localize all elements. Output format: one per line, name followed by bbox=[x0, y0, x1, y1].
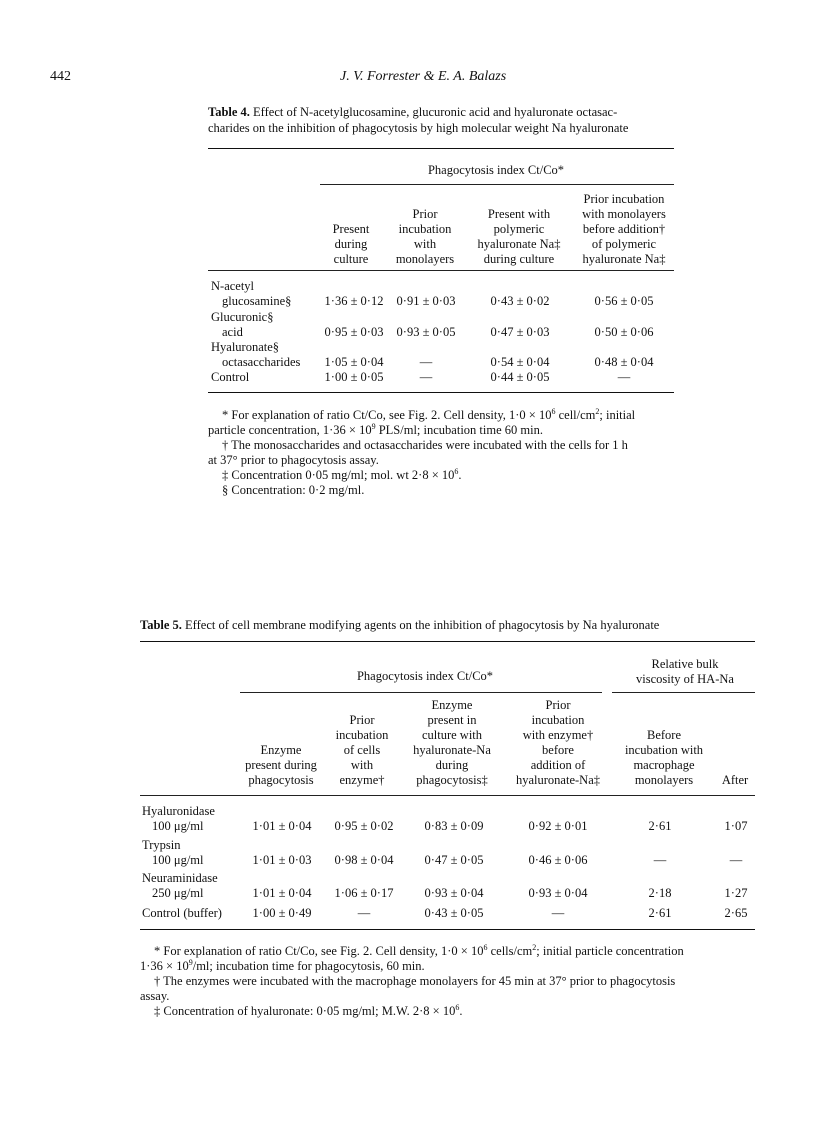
table5-row-label: Trypsin bbox=[142, 838, 181, 852]
table4-cell: 0·56 ± 0·05 bbox=[594, 294, 654, 308]
table5-top-rule bbox=[140, 641, 755, 642]
table5-cell: 0·83 ± 0·09 bbox=[424, 819, 484, 833]
table5-cell: 2·61 bbox=[648, 819, 672, 833]
table4-col-header-1: Present during culture bbox=[332, 222, 370, 266]
table4-header-rule bbox=[208, 270, 674, 271]
table5-cell: 1·07 bbox=[724, 819, 748, 833]
table4-cell: 1·05 ± 0·04 bbox=[324, 355, 384, 369]
table5-header-rule bbox=[140, 795, 755, 796]
table4-cell: — bbox=[617, 370, 631, 384]
table4-cell: 0·44 ± 0·05 bbox=[490, 370, 550, 384]
table4-row-label: Glucuronic§ bbox=[211, 310, 274, 324]
table5-row-label: 100 μg/ml bbox=[152, 853, 204, 867]
table4-row-label: Control bbox=[211, 370, 250, 384]
table4-footnote-4: § Concentration: 0·2 mg/ml. bbox=[222, 483, 365, 497]
table5-col-header-3: Enzyme present in culture with hyaluronate-Na during phagocytosis‡ bbox=[413, 698, 491, 787]
table5-group-rule-left bbox=[240, 692, 602, 693]
table5-footnote-1: * For explanation of ratio Ct/Co, see Fig. 2. Cell density, $1\cdot 0 \times 10^6$ cells/$cm^2$; initial particle concentration bbox=[154, 942, 684, 958]
table5-footnote-2-cont: assay. bbox=[140, 989, 170, 1003]
table5-label: Table 5. bbox=[140, 618, 182, 632]
table5-caption bbox=[140, 617, 760, 633]
table4-footnote-1-cont: particle concentration, $1\cdot 36 \times 10^9$ PLS/ml; incubation time 60 min. bbox=[208, 421, 543, 437]
table4-footnotes bbox=[208, 408, 678, 498]
table4-cell: — bbox=[419, 370, 433, 384]
table5-col-header-1: Enzyme present during phagocytosis bbox=[245, 743, 317, 787]
table5-cell: 0·93 ± 0·04 bbox=[528, 886, 588, 900]
table5-footnote-2: † The enzymes were incubated with the macrophage monolayers for 45 min at 37° prior to phagocytosis bbox=[154, 974, 676, 988]
table4-group-rule bbox=[320, 184, 674, 185]
table4-footnote-2: † The monosaccharides and octasaccharides were incubated with the cells for 1 h bbox=[222, 438, 628, 452]
table4-cell: — bbox=[419, 355, 433, 369]
table4-cell: 0·47 ± 0·03 bbox=[490, 325, 550, 339]
table5-cell: 1·01 ± 0·04 bbox=[252, 886, 312, 900]
table4-row-label: glucosamine§ bbox=[222, 294, 292, 308]
table5-cell: 0·46 ± 0·06 bbox=[528, 853, 588, 867]
table4-col-header-2: Prior incubation with monolayers bbox=[395, 207, 455, 266]
table5-row-label: 100 μg/ml bbox=[152, 819, 204, 833]
page-number: 442 bbox=[50, 69, 71, 84]
table4-footnote-2-cont: at 37° prior to phagocytosis assay. bbox=[208, 453, 379, 467]
table5-col-header-5: Before incubation with macrophage monolayers bbox=[624, 728, 704, 787]
table5-cell: 1·00 ± 0·49 bbox=[252, 906, 312, 920]
table5-row-label: 250 μg/ml bbox=[152, 886, 204, 900]
table5-cell: 1·27 bbox=[724, 886, 748, 900]
table5-cell: 1·01 ± 0·03 bbox=[252, 853, 312, 867]
table5-cell: 0·95 ± 0·02 bbox=[334, 819, 394, 833]
table4-col-header-3: Present with polymeric hyaluronate Na‡ during culture bbox=[477, 207, 561, 266]
table4-cell: 0·93 ± 0·05 bbox=[396, 325, 456, 339]
table4-col-header-4: Prior incubation with monolayers before addition† of polymeric hyaluronate Na‡ bbox=[582, 192, 666, 266]
table5-col-header-6: After bbox=[721, 773, 749, 787]
table4-cell: 0·48 ± 0·04 bbox=[594, 355, 654, 369]
table5-group-header-right: Relative bulk viscosity of HA-Na bbox=[636, 657, 734, 686]
table5-cell: 1·06 ± 0·17 bbox=[334, 886, 394, 900]
table5-cell: 0·92 ± 0·01 bbox=[528, 819, 588, 833]
table5-cell: 1·01 ± 0·04 bbox=[252, 819, 312, 833]
table5-footnote-1-cont: $1\cdot 36 \times 10^9/ml$; incubation time for phagocytosis, 60 min. bbox=[140, 957, 425, 973]
table5-col-header-4: Prior incubation with enzyme† before addition of hyaluronate-Na‡ bbox=[516, 698, 600, 787]
table5-cell: — bbox=[551, 906, 565, 920]
table4-caption-line2: charides on the inhibition of phagocytosis by high molecular weight Na hyaluronate bbox=[208, 121, 629, 135]
table5-row-label: Hyaluronidase bbox=[142, 804, 215, 818]
table5-cell: 0·43 ± 0·05 bbox=[424, 906, 484, 920]
table4-row-label: Hyaluronate§ bbox=[211, 340, 280, 354]
table5-group-header-left: Phagocytosis index Ct/Co* bbox=[356, 669, 494, 683]
table5-row-label: Control (buffer) bbox=[142, 906, 222, 920]
table4-bottom-rule bbox=[208, 392, 674, 393]
table4-row-label: N-acetyl bbox=[211, 279, 255, 293]
table5-cell: 2·61 bbox=[648, 906, 672, 920]
table4-group-header: Phagocytosis index Ct/Co* bbox=[427, 163, 565, 177]
table4-cell: 0·91 ± 0·03 bbox=[396, 294, 456, 308]
table4-cell: 1·36 ± 0·12 bbox=[324, 294, 384, 308]
table4-cell: 0·95 ± 0·03 bbox=[324, 325, 384, 339]
table5-group-rule-right bbox=[612, 692, 755, 693]
table5-col-header-2: Prior incubation of cells with enzyme† bbox=[335, 713, 389, 787]
table5-cell: 2·18 bbox=[648, 886, 672, 900]
table5-cell: 0·93 ± 0·04 bbox=[424, 886, 484, 900]
table5-cell: 2·65 bbox=[724, 906, 748, 920]
table5-cell: 0·47 ± 0·05 bbox=[424, 853, 484, 867]
table5-footnotes bbox=[140, 944, 760, 1019]
table5-cell: — bbox=[357, 906, 371, 920]
table4-caption bbox=[208, 104, 678, 136]
table5-cell: — bbox=[729, 853, 743, 867]
table4-footnote-3: ‡ Concentration 0·05 mg/ml; mol. wt $2\cdot 8 \times 10^6$. bbox=[222, 466, 462, 482]
table4-row-label: acid bbox=[222, 325, 243, 339]
table5-cell: — bbox=[653, 853, 667, 867]
table4-top-rule bbox=[208, 148, 674, 149]
table5-caption-text: Effect of cell membrane modifying agents on the inhibition of phagocytosis by Na hyaluronate bbox=[185, 618, 660, 632]
table4-label: Table 4. bbox=[208, 105, 250, 119]
table5-footnote-3: ‡ Concentration of hyaluronate: 0·05 mg/ml; M.W. $2\cdot 8 \times 10^6$. bbox=[154, 1002, 463, 1018]
table5-bottom-rule bbox=[140, 929, 755, 930]
table4-cell: 0·54 ± 0·04 bbox=[490, 355, 550, 369]
table5-row-label: Neuraminidase bbox=[142, 871, 218, 885]
table4-cell: 0·43 ± 0·02 bbox=[490, 294, 550, 308]
table4-row-label: octasaccharides bbox=[222, 355, 301, 369]
table4-cell: 0·50 ± 0·06 bbox=[594, 325, 654, 339]
table4-cell: 1·00 ± 0·05 bbox=[324, 370, 384, 384]
table4-footnote-1: * For explanation of ratio Ct/Co, see Fig. 2. Cell density, $1\cdot 0 \times 10^6$ cell/$cm^2$; initial bbox=[222, 406, 636, 422]
table4-caption-line1: Effect of N-acetylglucosamine, glucuronic acid and hyaluronate octasac- bbox=[253, 105, 618, 119]
running-head: J. V. Forrester & E. A. Balazs bbox=[340, 69, 507, 84]
table5-cell: 0·98 ± 0·04 bbox=[334, 853, 394, 867]
